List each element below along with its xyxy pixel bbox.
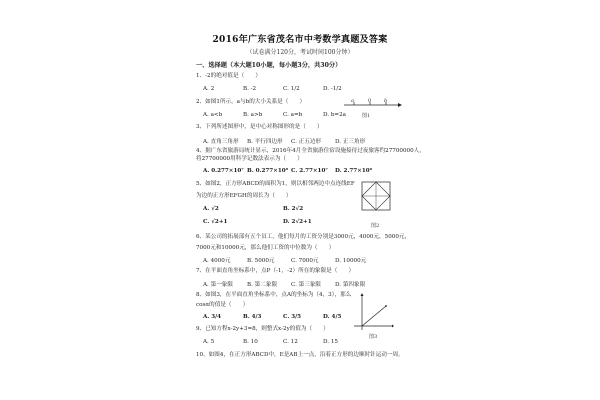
page-title: 2016年广东省茂名市中考数学真题及答案 [212,35,388,45]
option-c: C. a=b [283,112,303,118]
question-1-options [203,86,363,92]
question-2-options [203,112,363,118]
page-subtitle: （试卷满分120分，考试时间100分钟） [246,49,354,56]
option-b: B. 5000元 [247,258,275,264]
option-b: B. -2 [243,86,257,92]
figure-1-label-a: a [351,98,354,104]
option-a: A. 5 [203,339,215,345]
option-d: D. 2.77×10⁸ [335,168,373,174]
option-a: A. 直角三角形 [203,139,239,145]
question-10: 10、如图4，在正方形ABCD中，E是AB上一点，沿着正方形的边顺时针运动一周。 [196,352,404,358]
option-c: C. 第三象限 [291,282,322,288]
option-d: D. 2√2+1 [283,219,312,225]
figure-1-caption: 图1 [362,113,371,119]
option-b: B. 0.277×10⁸ [247,168,289,174]
option-c: C. 2.77×10⁷ [291,168,328,174]
question-8-cont: cosα的值是（ ） [196,302,249,308]
option-d: D. 10000元 [335,258,367,264]
option-b: B. 2√2 [283,206,304,212]
option-d: D. -1/2 [323,86,342,92]
option-a: A. a<b [203,112,223,118]
question-2: 2、如图1所示，a与b的大小关系是（ ） [196,99,306,105]
question-3-options [203,137,379,145]
question-9-options [203,339,363,345]
question-4: 4、据广东省旅游局统计显示，2016年4月全省旅游住宿设施接待过夜旅客约27700000人， [196,148,425,154]
option-a: A. 0.277×10⁷ [203,168,244,174]
question-6-options [203,256,379,264]
option-c: C. 7000元 [291,258,319,264]
option-a: A. 3/4 [203,314,222,320]
option-d: D. 正三角形 [335,139,366,145]
option-b: B. 4/3 [243,314,262,320]
question-4-cont: 将27700000用科学记数法表示为（ ） [196,156,303,162]
option-d: D. 4/5 [323,314,342,320]
question-8-options [203,314,363,320]
figure-1-label-b: b [384,98,388,104]
figure-3-caption: 图3 [369,334,378,340]
question-6-cont: 7000元和10000元，那么他们工资的中位数为（ ） [196,245,335,251]
figure-2-square [356,178,396,222]
question-9: 9、已知方程x-2y+3=8，则整式x-2y的值为（ ） [196,326,329,332]
option-c: C. 3/5 [283,314,302,320]
option-c: C. √2+1 [203,219,228,225]
option-b: B. 平行四边形 [247,139,283,145]
question-5: 5、如图2，正方形ABCD的面积为1，则以相邻两边中点连线EF [196,181,355,187]
option-c: C. 1/2 [283,86,300,92]
option-a: A. √2 [203,206,219,212]
option-c: C. 12 [283,339,298,345]
option-a: A. 2 [203,86,215,92]
option-b: B. 10 [243,339,258,345]
question-6: 6、某公司的拓展部有五个员工，他们每月的工资分别是3000元，4000元，5000元， [196,234,411,240]
figure-2-caption: 图2 [371,223,380,229]
question-4-options [203,168,379,174]
option-d: D. 第四象限 [335,282,366,288]
option-b: B. 第二象限 [247,282,278,288]
question-8: 8、如图3，在平面直角坐标系中，点A的坐标为（4，3），那么 [196,292,352,298]
question-7: 7、在平面直角坐标系中，点P（-1，-2）所在的象限是（ ） [196,268,355,274]
question-5-cont: 为边的正方形EFGH的周长为（ ） [196,193,292,199]
question-7-options [203,280,379,288]
option-a: A. 第一象限 [203,282,233,288]
option-a: A. 4000元 [203,258,231,264]
question-5-options-row2 [203,219,323,225]
figure-1-label-0: 0 [368,98,372,104]
question-5-options-row1 [203,206,323,212]
question-3: 3、下列所述图形中，是中心对称图形的是（ ） [196,124,323,130]
figure-3-axes [350,292,394,332]
question-1: 1、-2的绝对值是（ ） [196,73,261,79]
option-d: D. 15 [323,339,338,345]
option-b: B. a>b [243,112,263,118]
option-d: D. b=2a [323,112,347,118]
section-heading: 一、选择题（本大题10小题，每小题3分，共30分） [196,62,342,69]
option-c: C. 正五边形 [291,139,322,145]
